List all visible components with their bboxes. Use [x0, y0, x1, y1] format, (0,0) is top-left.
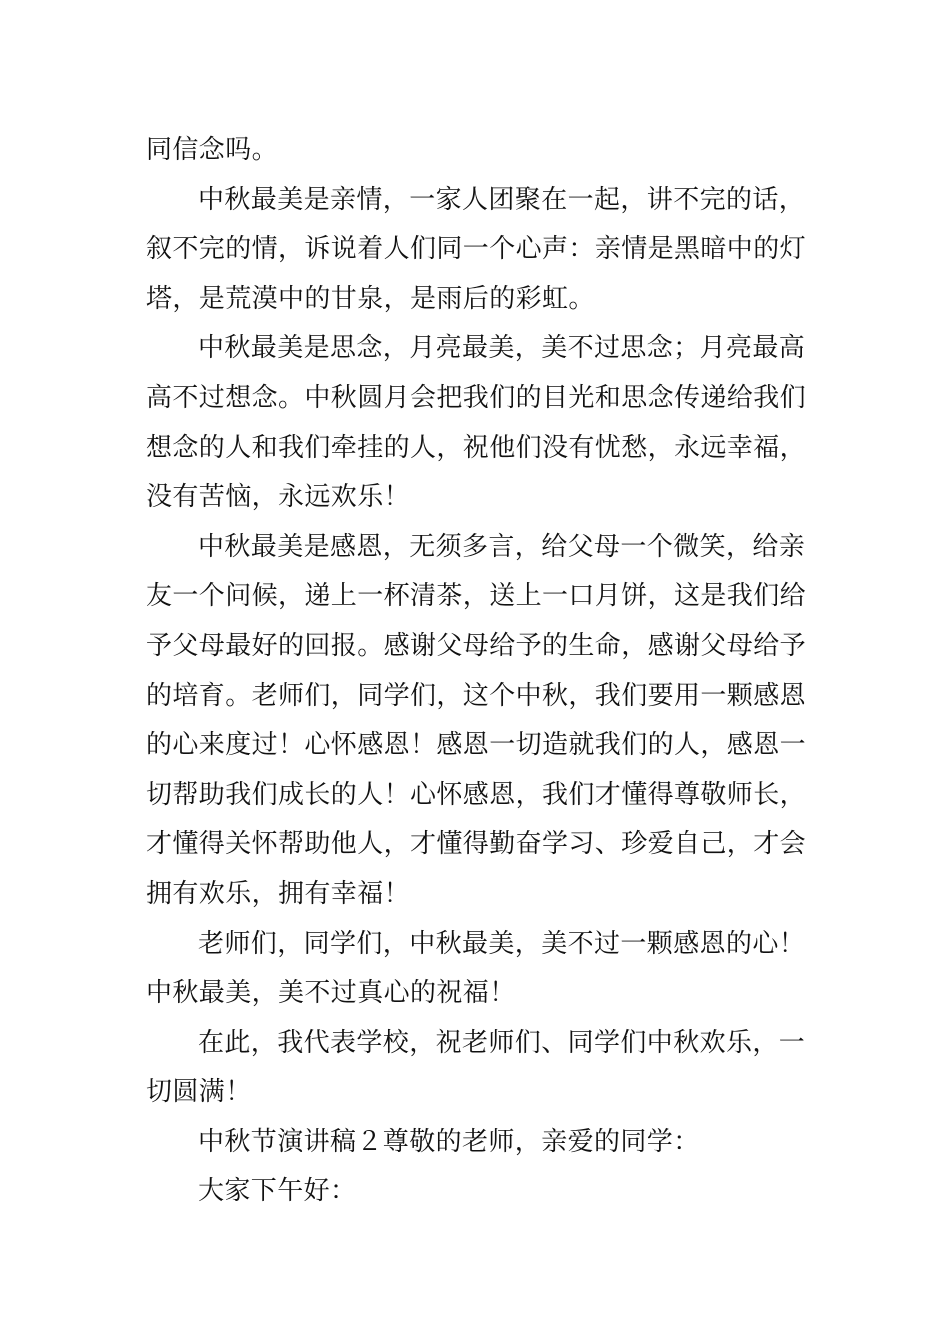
text-line: 想念的人和我们牵挂的人，祝他们没有忧愁，永远幸福，: [146, 432, 807, 463]
text-line: 塔，是荒漠中的甘泉，是雨后的彩虹。: [146, 283, 595, 314]
text-line: 予父母最好的回报。感谢父母给予的生命，感谢父母给予: [146, 630, 807, 661]
greeting-line: 大家下午好：: [198, 1176, 357, 1207]
text-line: 叙不完的情，诉说着人们同一个心声：亲情是黑暗中的灯: [146, 234, 807, 265]
text-line: 同信念吗。: [146, 135, 279, 165]
text-line: 拥有欢乐，拥有幸福！: [146, 878, 411, 909]
document-body: [146, 126, 816, 1217]
paragraph-start-line: 老师们，同学们，中秋最美，美不过一颗感恩的心！: [198, 928, 806, 959]
text-line: 没有苦恼，永远欢乐！: [146, 482, 411, 513]
text-line: 高不过想念。中秋圆月会把我们的目光和思念传递给我们: [146, 382, 807, 413]
paragraph-start-line: 在此，我代表学校，祝老师们、同学们中秋欢乐，一: [198, 1027, 806, 1058]
text-line: 才懂得关怀帮助他人，才懂得勤奋学习、珍爱自己，才会: [146, 829, 807, 860]
text-line: 中秋最美，美不过真心的祝福！: [146, 978, 516, 1009]
text-line: 的培育。老师们，同学们，这个中秋，我们要用一颗感恩: [146, 680, 807, 711]
text-line: 友一个问候，递上一杯清茶，送上一口月饼，这是我们给: [146, 581, 807, 612]
text-line: 切圆满！: [146, 1077, 252, 1108]
paragraph-start-line: 中秋最美是思念，月亮最美，美不过思念；月亮最高: [198, 333, 806, 364]
paragraph-start-line: 中秋最美是亲情，一家人团聚在一起，讲不完的话，: [198, 184, 806, 215]
paragraph-start-line: 中秋最美是感恩，无须多言，给父母一个微笑，给亲: [198, 531, 806, 562]
text-line: 的心来度过！心怀感恩！感恩一切造就我们的人，感恩一: [146, 730, 807, 761]
speech-title-line: 中秋节演讲稿２尊敬的老师，亲爱的同学：: [198, 1126, 700, 1157]
text-line: 切帮助我们成长的人！心怀感恩，我们才懂得尊敬师长，: [146, 779, 807, 810]
